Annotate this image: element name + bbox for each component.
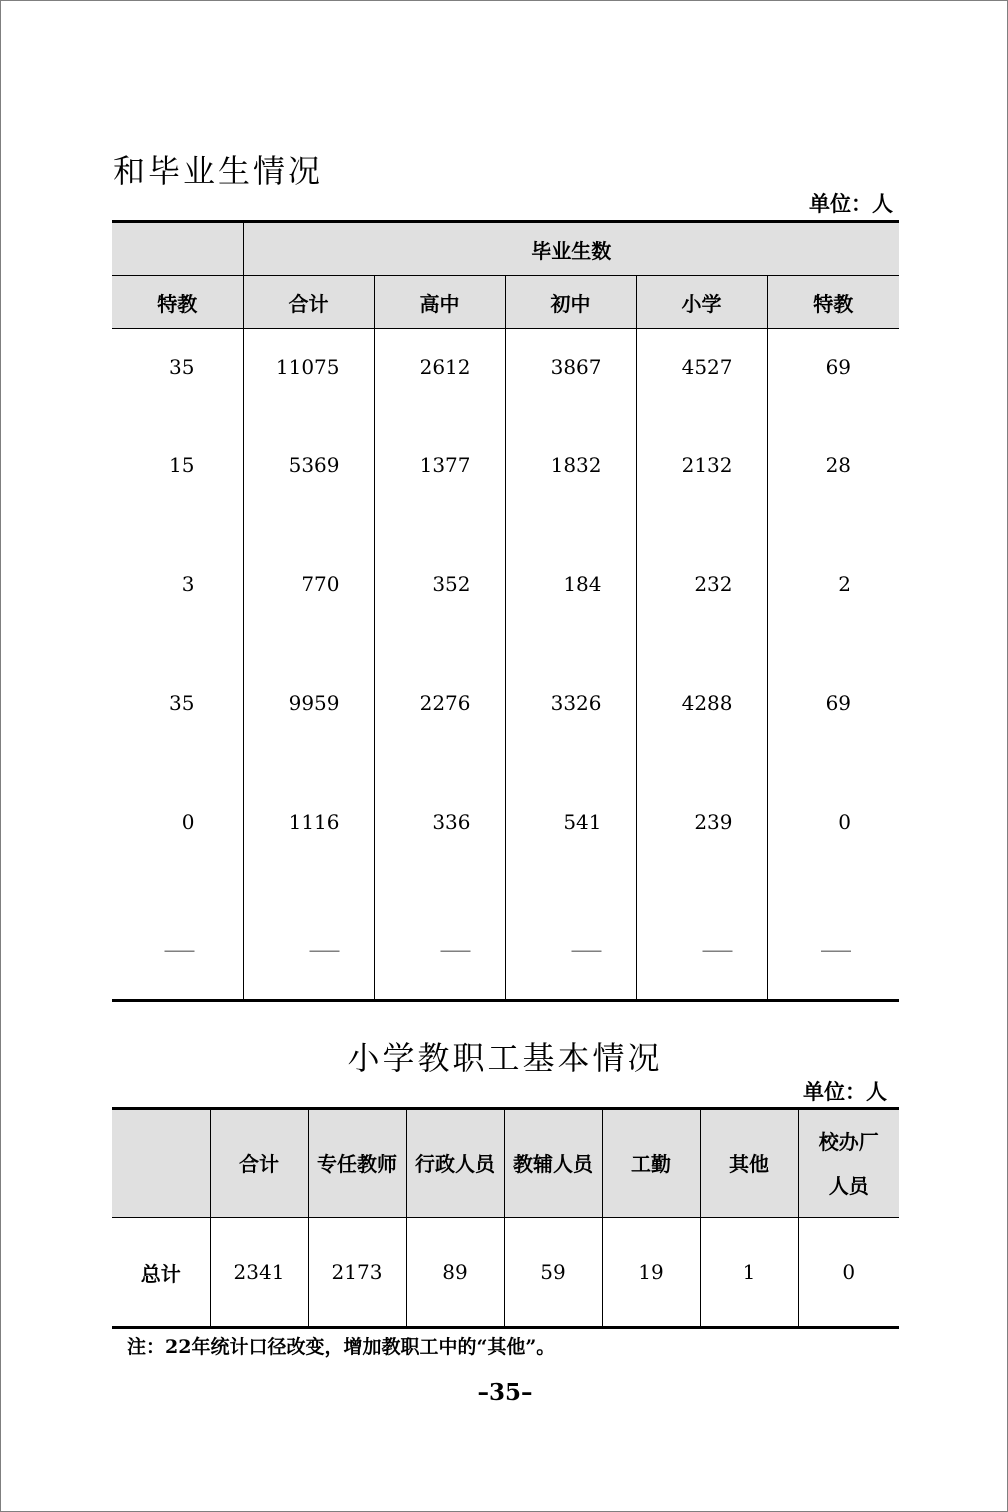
table-cell: 2 [767,524,899,643]
table-cell: 3867 [505,329,636,406]
table-row [112,329,899,406]
table-cell: 2612 [374,329,505,406]
table-cell: ___ [374,881,505,1001]
table-cell: 69 [767,643,899,762]
table-cell: 69 [767,329,899,406]
table-row [112,762,899,881]
table1-col-header: 合计 [243,276,374,329]
table-cell: ___ [164,928,195,952]
table-cell: 59 [504,1218,602,1328]
row-label: 总计 [140,1261,181,1286]
table-cell: 89 [406,1218,504,1328]
table2-col-header: 校办厂人员 [798,1109,899,1218]
table-cell: 28 [767,405,899,524]
table-cell: 541 [505,762,636,881]
table-cell: 4527 [636,329,767,406]
table-cell: 3 [181,571,195,596]
table-row [112,643,899,762]
table-cell: 2132 [636,405,767,524]
table-cell: 0 [798,1218,899,1328]
table-cell: 2173 [308,1218,406,1328]
table-cell: 35 [169,690,195,715]
table1-unit: 单位：人 [809,191,893,216]
table1-col-header: 高中 [374,276,505,329]
table-cell: 232 [636,524,767,643]
page-number: –35– [477,1379,533,1406]
table2-header-row [112,1109,899,1218]
table-cell: 1832 [505,405,636,524]
table-cell: 352 [374,524,505,643]
table-cell: 239 [636,762,767,881]
table-cell: 1377 [374,405,505,524]
table-cell: 0 [767,762,899,881]
table-cell: 3326 [505,643,636,762]
table-cell: 770 [243,524,374,643]
table-cell: 9959 [243,643,374,762]
table1-group-header-row [112,222,899,276]
table1-col-header: 特教 [767,276,899,329]
table1-col-header: 小学 [636,276,767,329]
staff-table [112,1107,899,1329]
table2-title: 小学教职工基本情况 [347,1039,663,1077]
footnote: 注：22年统计口径改变，增加教职工中的“其他”。 [127,1336,556,1358]
table1-title: 和毕业生情况 [113,152,324,190]
table-row [112,881,899,1001]
table-row [112,405,899,524]
table2-col-header [112,1109,210,1218]
table2-unit: 单位：人 [803,1079,887,1104]
table-cell: 0 [181,809,195,834]
table-cell: 2276 [374,643,505,762]
table-cell: ___ [636,881,767,1001]
graduates-table [112,220,899,1002]
table-cell: 11075 [243,329,374,406]
table-row [112,524,899,643]
table2-col-header: 教辅人员 [504,1109,602,1218]
table-cell: 5369 [243,405,374,524]
table-cell: 35 [169,355,195,379]
table-cell: 336 [374,762,505,881]
table2-col-header: 其他 [700,1109,798,1218]
table2-col-header: 行政人员 [406,1109,504,1218]
table-cell: 2341 [210,1218,308,1328]
table-cell: 1 [700,1218,798,1328]
table-cell: ___ [505,881,636,1001]
table-cell: 4288 [636,643,767,762]
table-cell: 1116 [243,762,374,881]
table1-col-header: 特教 [112,276,243,329]
table-cell: 15 [169,452,195,477]
table-cell: ___ [243,881,374,1001]
table-cell: 184 [505,524,636,643]
table1-header-empty [112,222,243,276]
table-row [112,1218,899,1328]
table2-col-header: 合计 [210,1109,308,1218]
table1-column-header-row [112,276,899,329]
table-cell: ___ [767,881,899,1001]
table1-group-header: 毕业生数 [243,222,899,276]
table2-col-header: 工勤 [602,1109,700,1218]
table1-col-header: 初中 [505,276,636,329]
table2-col-header: 专任教师 [308,1109,406,1218]
table-cell: 19 [602,1218,700,1328]
